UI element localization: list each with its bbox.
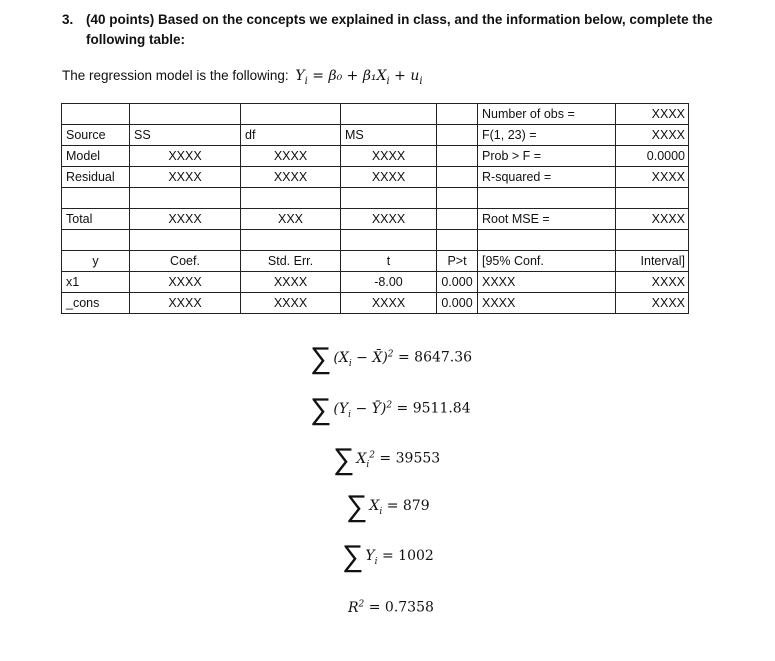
model-statement [62, 67, 423, 91]
formula-sum-y-deviation-squared: ∑ ($Y_i$ − Ȳ)$^2$ = 9511.84 [310, 391, 471, 427]
table-cell: XXXX [241, 272, 341, 293]
table-row [62, 251, 689, 272]
table-cell [130, 188, 241, 209]
table-cell [437, 146, 478, 167]
table-row [62, 188, 689, 209]
table-cell: XXXX [341, 209, 437, 230]
table-cell: XXXX [130, 146, 241, 167]
table-cell: XXXX [616, 293, 689, 314]
table-cell [62, 188, 130, 209]
table-cell: XXXX [616, 272, 689, 293]
table-cell: Model [62, 146, 130, 167]
question [62, 10, 742, 50]
table-cell: P>t [437, 251, 478, 272]
table-cell: XXXX [616, 104, 689, 125]
table-cell: Coef. [130, 251, 241, 272]
table-cell: SS [130, 125, 241, 146]
table-cell: XXXX [130, 272, 241, 293]
table-cell: XXX [241, 209, 341, 230]
table-cell [62, 104, 130, 125]
table-cell: XXXX [616, 167, 689, 188]
table-cell [241, 230, 341, 251]
table-cell: XXXX [478, 293, 616, 314]
table-cell: R-squared = [478, 167, 616, 188]
table-cell [341, 104, 437, 125]
table-cell [478, 230, 616, 251]
table-cell: -8.00 [341, 272, 437, 293]
table-cell: 0.0000 [616, 146, 689, 167]
table-cell [241, 188, 341, 209]
table-cell: x1 [62, 272, 130, 293]
table-cell: MS [341, 125, 437, 146]
table-cell [341, 188, 437, 209]
table-cell: y [62, 251, 130, 272]
table-cell [437, 188, 478, 209]
formula-sum-x: ∑ $X_i = 879$ [346, 489, 430, 524]
table-cell: XXXX [130, 293, 241, 314]
table-cell [241, 104, 341, 125]
table-cell [437, 209, 478, 230]
table-cell: XXXX [241, 146, 341, 167]
table-cell: t [341, 251, 437, 272]
formula-sum-y: ∑ $Y_i = 1002$ [342, 539, 434, 574]
table-cell: df [241, 125, 341, 146]
table-cell [616, 188, 689, 209]
table-cell: XXXX [616, 125, 689, 146]
table-cell: XXXX [341, 167, 437, 188]
table-cell: Root MSE = [478, 209, 616, 230]
table-cell: Total [62, 209, 130, 230]
table-cell: XXXX [341, 146, 437, 167]
table-cell: Residual [62, 167, 130, 188]
table-cell: [95% Conf. [478, 251, 616, 272]
table-cell: XXXX [341, 293, 437, 314]
table-cell [130, 104, 241, 125]
formula-sum-x-deviation-squared: ∑ ($X_i$ − X̄)$^2$ = 8647.36 [310, 340, 473, 376]
table-cell [437, 125, 478, 146]
table-cell [341, 230, 437, 251]
table-row [62, 272, 689, 293]
table-cell: 0.000 [437, 272, 478, 293]
table-row [62, 209, 689, 230]
table-cell: Number of obs = [478, 104, 616, 125]
table-cell: Interval] [616, 251, 689, 272]
table-cell: XXXX [241, 293, 341, 314]
model-intro: The regression model is the following: [62, 68, 289, 83]
table-cell [437, 167, 478, 188]
table-cell [478, 188, 616, 209]
table-cell [437, 104, 478, 125]
table-row [62, 146, 689, 167]
table-cell: XXXX [130, 209, 241, 230]
formula-r-squared: $R^2 = 0.7358$ [348, 599, 434, 616]
table-cell: XXXX [130, 167, 241, 188]
table-cell [616, 230, 689, 251]
table-cell: XXXX [241, 167, 341, 188]
formula-sum-x-squared: ∑ $X_i^2 = 39553$ [333, 441, 441, 477]
table-row [62, 125, 689, 146]
table-cell: _cons [62, 293, 130, 314]
question-number: 3. [62, 12, 74, 27]
table-cell [437, 230, 478, 251]
regression-table [61, 103, 689, 314]
table-cell: XXXX [616, 209, 689, 230]
table-row [62, 293, 689, 314]
table-row [62, 230, 689, 251]
table-cell: 0.000 [437, 293, 478, 314]
question-text: (40 points) Based on the concepts we explained in class, and the information below, complete the following table: [86, 12, 713, 47]
table-row [62, 167, 689, 188]
table-cell: Source [62, 125, 130, 146]
table-cell [130, 230, 241, 251]
table-row [62, 104, 689, 125]
table-cell: Std. Err. [241, 251, 341, 272]
table-cell [62, 230, 130, 251]
table-cell: XXXX [478, 272, 616, 293]
table-cell: Prob > F = [478, 146, 616, 167]
model-equation: $Y_i = \beta_0 + \beta_1X_i + u_i$ [295, 68, 423, 87]
table-cell: F(1, 23) = [478, 125, 616, 146]
